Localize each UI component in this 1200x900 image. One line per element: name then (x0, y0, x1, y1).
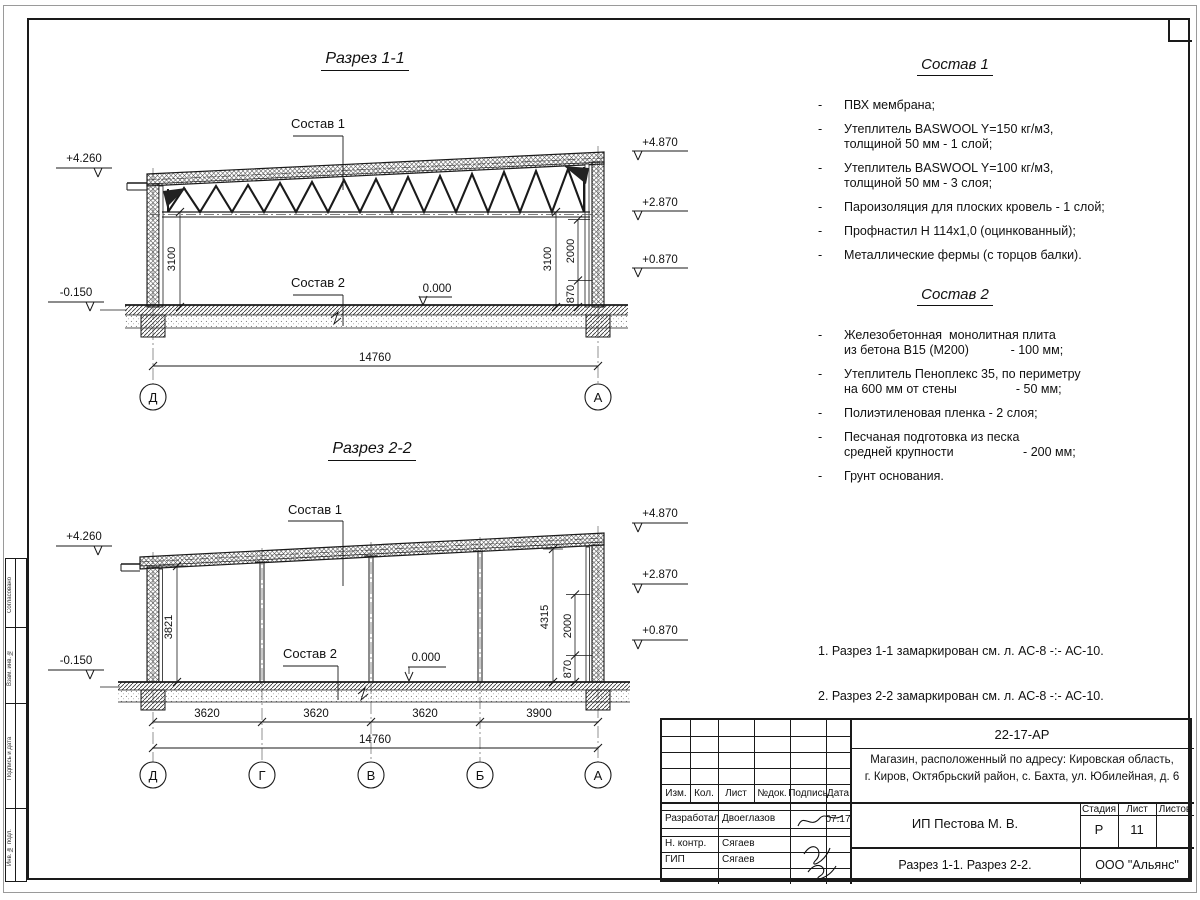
axis-bubble: А (593, 768, 603, 783)
axis-bubble: Д (148, 390, 158, 405)
row-role: ГИП (665, 854, 685, 865)
margin-label: Взам. инв. № (7, 649, 13, 686)
svg-text:3620: 3620 (412, 708, 438, 720)
list-item: - Профнастил Н 114х1,0 (оцинкованный); (818, 224, 1076, 238)
list-item: - Грунт основания. (818, 469, 944, 483)
address-line2: г. Киров, Октябрьский район, с. Бахта, ул. Юбилейная, д. 6 (864, 771, 1180, 783)
svg-text:2000: 2000 (562, 613, 574, 639)
svg-text:2000: 2000 (565, 238, 577, 264)
svg-text:0.000: 0.000 (422, 283, 452, 295)
svg-text:+4.870: +4.870 (642, 508, 678, 520)
svg-text:+0.870: +0.870 (642, 625, 678, 637)
svg-text:3100: 3100 (166, 246, 178, 272)
col-list: Лист (725, 788, 747, 799)
note-line: 1. Разрез 1-1 замаркирован см. л. АС-8 -:- АС-10. (818, 644, 1104, 658)
address-line1: Магазин, расположенный по адресу: Кировская область, (870, 754, 1174, 766)
list-item: - Утеплитель BASWOOL Y=100 кг/м3, толщиной 50 мм - 3 слоя; (818, 161, 1054, 190)
axis-bubble: Г (258, 768, 266, 783)
svg-text:3821: 3821 (163, 614, 175, 640)
svg-text:0.000: 0.000 (411, 652, 441, 664)
section1-title: Разрез 1-1 (305, 50, 425, 71)
row-date: 07.17 (825, 814, 851, 825)
svg-text:3620: 3620 (194, 708, 220, 720)
margin-label: Подпись и дата (7, 736, 13, 780)
axis-bubble: Д (148, 768, 158, 783)
margin-label: Инв. № подл. (7, 829, 13, 867)
sostav2-heading: Состав 2 (895, 286, 1015, 306)
svg-text:14760: 14760 (359, 352, 391, 364)
zero-mark (419, 283, 452, 305)
sostav2-label: Состав 2 (283, 646, 337, 661)
zero-mark (405, 652, 446, 681)
floor-slab (100, 682, 630, 710)
client: ИП Пестова М. В. (911, 816, 1019, 831)
stage-value: Р (1094, 822, 1104, 837)
col-izm: Изм. (665, 788, 687, 799)
vertical-dimensions (159, 545, 592, 686)
list-item: - Пароизоляция для плоских кровель - 1 слой; (818, 200, 1105, 214)
list-item: - Полиэтиленовая пленка - 2 слоя; (818, 406, 1038, 420)
axis-bubble: В (366, 768, 376, 783)
svg-text:+4.260: +4.260 (66, 153, 102, 165)
note-line: 2. Разрез 2-2 замаркирован см. л. АС-8 -:- АС-10. (818, 689, 1104, 703)
svg-text:870: 870 (562, 659, 574, 679)
list-item: - ПВХ мембрана; (818, 98, 935, 112)
doc-title: Разрез 1-1. Разрез 2-2. (898, 858, 1032, 872)
roof (121, 533, 604, 571)
row-name: Двоеглазов (722, 813, 776, 824)
sheet-header: Лист (1126, 804, 1148, 815)
list-item: - Утеплитель BASWOOL Y=150 кг/м3, толщиной 50 мм - 1 слой; (818, 122, 1054, 151)
stage-header: Стадия (1081, 804, 1117, 815)
walls (147, 162, 604, 307)
sostav1-heading: Состав 1 (895, 56, 1015, 76)
axis-bubble: Б (475, 768, 485, 783)
section2-title: Разрез 2-2 (312, 440, 432, 461)
col-ndok: №док. (757, 788, 787, 799)
svg-text:-0.150: -0.150 (59, 655, 93, 667)
organization: ООО "Альянс" (1095, 858, 1179, 872)
svg-text:4315: 4315 (539, 604, 551, 630)
row-role: Разработал (665, 813, 720, 824)
axis-bubble: А (593, 390, 603, 405)
vertical-dimensions (166, 208, 592, 311)
title-block (660, 718, 1192, 882)
col-data: Дата (826, 788, 850, 799)
project-code: 22-17-АР (994, 727, 1050, 742)
sostav1-label: Состав 1 (291, 116, 345, 131)
section-1-1 (48, 116, 688, 410)
list-item: - Металлические фермы (с торцов балки). (818, 248, 1082, 262)
sheets-header: Листов (1158, 804, 1192, 815)
roof (127, 152, 604, 190)
axis-dimension (140, 708, 611, 788)
row-name: Сягаев (722, 838, 755, 849)
svg-text:3900: 3900 (526, 708, 552, 720)
svg-text:3620: 3620 (303, 708, 329, 720)
col-kol: Кол. (694, 788, 714, 799)
svg-text:+2.870: +2.870 (642, 569, 678, 581)
margin-label: Согласовано (7, 576, 13, 614)
sostav2-label: Состав 2 (291, 275, 345, 290)
floor-slab (100, 305, 628, 337)
row-name: Сягаев (722, 854, 755, 865)
axis-dimension (140, 352, 611, 410)
svg-text:+4.870: +4.870 (642, 137, 678, 149)
sheet-value: 11 (1130, 822, 1144, 837)
svg-text:870: 870 (565, 284, 577, 304)
svg-text:+4.260: +4.260 (66, 531, 102, 543)
list-item: - Песчаная подготовка из песка средней крупности - 200 мм; (818, 430, 1076, 459)
section-2-2 (48, 502, 688, 788)
list-item: - Железобетонная монолитная плита из бетона В15 (М200) - 100 мм; (818, 328, 1064, 357)
svg-text:+0.870: +0.870 (642, 254, 678, 266)
list-item: - Утеплитель Пеноплекс 35, по периметру на 600 мм от стены - 50 мм; (818, 367, 1081, 396)
leader-sostav1 (288, 502, 343, 586)
svg-text:3100: 3100 (542, 246, 554, 272)
row-role: Н. контр. (665, 838, 707, 849)
svg-text:14760: 14760 (359, 734, 391, 746)
signature (790, 808, 851, 882)
col-podpis: Подпись (788, 788, 828, 799)
svg-text:-0.150: -0.150 (59, 287, 93, 299)
sostav1-label: Состав 1 (288, 502, 342, 517)
svg-text:+2.870: +2.870 (642, 197, 678, 209)
